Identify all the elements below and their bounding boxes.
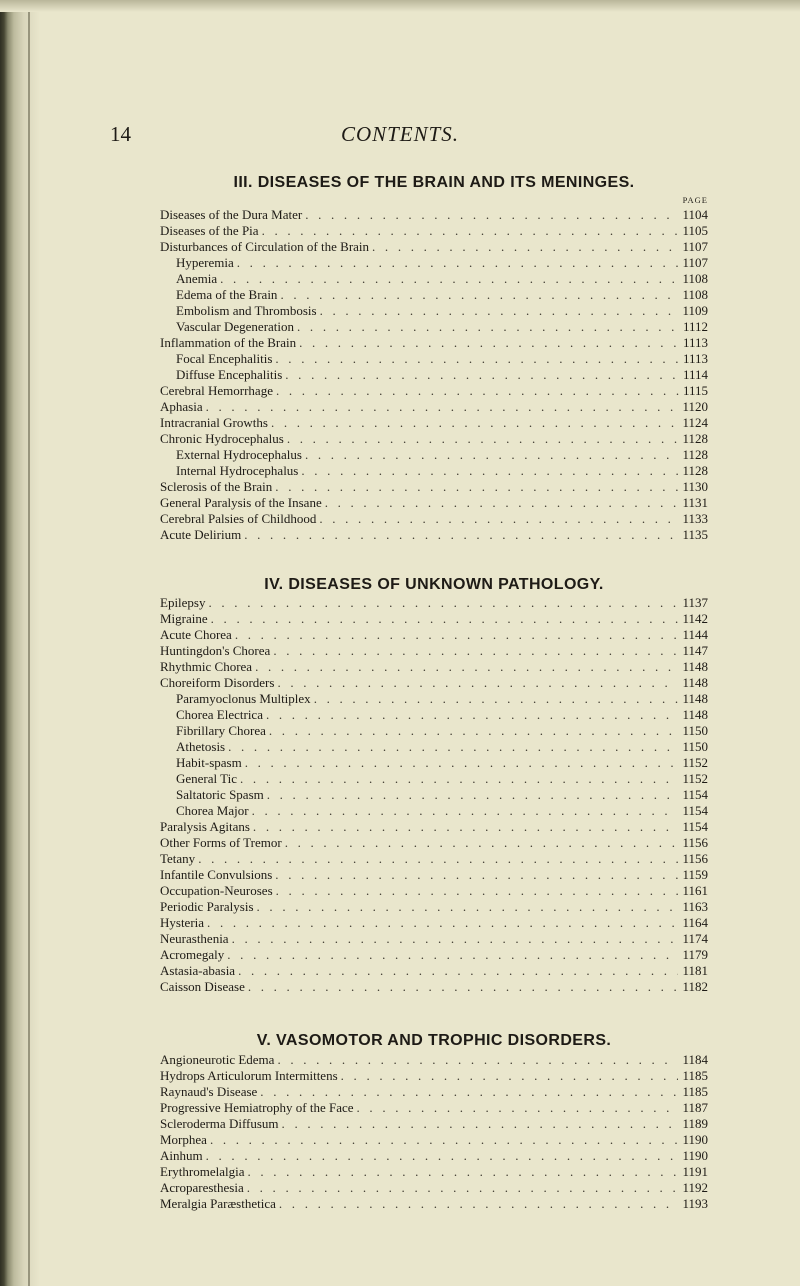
dot-leader xyxy=(285,367,679,383)
dot-leader xyxy=(206,1148,679,1164)
toc-entry xyxy=(160,1116,708,1132)
entry-page-number: 1130 xyxy=(682,479,708,494)
entry-list xyxy=(160,595,708,995)
dot-leader xyxy=(238,963,678,979)
toc-entry xyxy=(160,335,708,351)
toc-entry xyxy=(160,627,708,643)
dot-leader xyxy=(220,271,678,287)
entry-page-number: 1150 xyxy=(682,723,708,738)
entry-title: Saltatoric Spasm xyxy=(176,787,264,802)
dot-leader xyxy=(305,207,678,223)
dot-leader xyxy=(235,627,679,643)
toc-entry xyxy=(160,899,708,915)
entry-title: Paramyoclonus Multiplex xyxy=(176,691,311,706)
entry-title: Periodic Paralysis xyxy=(160,899,254,914)
entry-title: Sclerosis of the Brain xyxy=(160,479,273,494)
entry-page-number: 1174 xyxy=(682,931,708,946)
entry-page-number: 1163 xyxy=(682,899,708,914)
entry-page-number: 1185 xyxy=(682,1068,708,1083)
entry-page-number: 1113 xyxy=(682,351,708,366)
section-title: III. DISEASES OF THE BRAIN AND ITS MENINGES. xyxy=(233,174,635,191)
dot-leader xyxy=(299,335,679,351)
page-header xyxy=(0,122,800,152)
toc-entry xyxy=(160,803,708,819)
entry-page-number: 1131 xyxy=(682,495,708,510)
dot-leader xyxy=(247,1164,678,1180)
entry-title: Cerebral Palsies of Childhood xyxy=(160,511,317,526)
running-title: CONTENTS. xyxy=(340,122,460,146)
dot-leader xyxy=(273,643,678,659)
entry-title: Aphasia xyxy=(160,399,203,414)
entry-page-number: 1148 xyxy=(682,675,708,690)
entry-title: Anemia xyxy=(176,271,218,286)
entry-page-number: 1115 xyxy=(682,383,708,398)
entry-page-number: 1164 xyxy=(682,915,708,930)
entry-list xyxy=(160,207,708,543)
toc-entry xyxy=(160,447,708,463)
entry-page-number: 1107 xyxy=(682,239,708,254)
toc-entry xyxy=(160,595,708,611)
dot-leader xyxy=(297,319,679,335)
dot-leader xyxy=(207,915,678,931)
dot-leader xyxy=(244,527,678,543)
entry-title: Migraine xyxy=(160,611,208,626)
entry-title: Embolism and Thrombosis xyxy=(176,303,317,318)
toc-entry xyxy=(160,755,708,771)
entry-page-number: 1128 xyxy=(682,431,708,446)
dot-leader xyxy=(275,479,678,495)
entry-page-number: 1156 xyxy=(682,835,708,850)
entry-page-number: 1152 xyxy=(682,771,708,786)
toc-entry xyxy=(160,367,708,383)
toc-entry xyxy=(160,1132,708,1148)
page-number: 14 xyxy=(110,122,131,146)
dot-leader xyxy=(319,511,678,527)
entry-title: Chorea Major xyxy=(176,803,249,818)
entry-page-number: 1187 xyxy=(682,1100,708,1115)
entry-title: Erythromelalgia xyxy=(160,1164,245,1179)
entry-title: Scleroderma Diffusum xyxy=(160,1116,279,1131)
entry-title: Inflammation of the Brain xyxy=(160,335,297,350)
dot-leader xyxy=(266,707,678,723)
entry-page-number: 1133 xyxy=(682,511,708,526)
toc-entry xyxy=(160,223,708,239)
toc-entry xyxy=(160,851,708,867)
dot-leader xyxy=(210,1132,679,1148)
toc-entry xyxy=(160,611,708,627)
entry-title: Progressive Hemiatrophy of the Face xyxy=(160,1100,354,1115)
entry-title: Acromegaly xyxy=(160,947,225,962)
dot-leader xyxy=(277,1052,678,1068)
entry-title: Acute Delirium xyxy=(160,527,242,542)
dot-leader xyxy=(262,223,679,239)
dot-leader xyxy=(325,495,679,511)
toc-entry xyxy=(160,931,708,947)
toc-entry xyxy=(160,787,708,803)
entry-title: Epilepsy xyxy=(160,595,206,610)
toc-entry xyxy=(160,1100,708,1116)
entry-page-number: 1148 xyxy=(682,659,708,674)
entry-list xyxy=(160,1052,708,1212)
entry-title: Fibrillary Chorea xyxy=(176,723,266,738)
entry-title: Acute Chorea xyxy=(160,627,232,642)
entry-title: Hysteria xyxy=(160,915,205,930)
entry-page-number: 1137 xyxy=(682,595,708,610)
entry-page-number: 1154 xyxy=(682,819,708,834)
entry-page-number: 1104 xyxy=(682,207,708,222)
toc-entry xyxy=(160,1084,708,1100)
page-column-label: PAGE xyxy=(682,195,708,205)
dot-leader xyxy=(320,303,679,319)
entry-page-number: 1150 xyxy=(682,739,708,754)
toc-entry xyxy=(160,883,708,899)
toc-entry xyxy=(160,1068,708,1084)
entry-title: Morphea xyxy=(160,1132,207,1147)
toc-entry xyxy=(160,1196,708,1212)
entry-title: Focal Encephalitis xyxy=(176,351,273,366)
entry-title: Ainhum xyxy=(160,1148,203,1163)
dot-leader xyxy=(372,239,678,255)
entry-title: Astasia-abasia xyxy=(160,963,236,978)
entry-title: Vascular Degeneration xyxy=(176,319,295,334)
section-title: V. VASOMOTOR AND TROPHIC DISORDERS. xyxy=(256,1032,612,1049)
entry-title: Internal Hydrocephalus xyxy=(176,463,299,478)
dot-leader xyxy=(257,899,679,915)
entry-title: Athetosis xyxy=(176,739,226,754)
dot-leader xyxy=(227,947,678,963)
toc-entry xyxy=(160,351,708,367)
entry-page-number: 1152 xyxy=(682,755,708,770)
dot-leader xyxy=(240,771,678,787)
entry-page-number: 1184 xyxy=(682,1052,708,1067)
entry-title: Choreiform Disorders xyxy=(160,675,275,690)
toc-entry xyxy=(160,431,708,447)
toc-section-3 xyxy=(160,172,708,543)
dot-leader xyxy=(271,415,679,431)
toc-entry xyxy=(160,947,708,963)
entry-page-number: 1107 xyxy=(682,255,708,270)
entry-page-number: 1105 xyxy=(682,223,708,238)
entry-page-number: 1161 xyxy=(682,883,708,898)
entry-page-number: 1124 xyxy=(682,415,708,430)
dot-leader xyxy=(305,447,678,463)
entry-title: Raynaud's Disease xyxy=(160,1084,258,1099)
entry-title: Other Forms of Tremor xyxy=(160,835,282,850)
dot-leader xyxy=(232,931,679,947)
entry-page-number: 1159 xyxy=(682,867,708,882)
page-top-shadow xyxy=(0,0,800,12)
dot-leader xyxy=(253,819,679,835)
dot-leader xyxy=(277,675,678,691)
toc-entry xyxy=(160,659,708,675)
toc-entry xyxy=(160,1052,708,1068)
dot-leader xyxy=(247,1180,679,1196)
entry-title: Habit-spasm xyxy=(176,755,242,770)
entry-title: Edema of the Brain xyxy=(176,287,278,302)
entry-title: Rhythmic Chorea xyxy=(160,659,253,674)
toc-entry xyxy=(160,867,708,883)
dot-leader xyxy=(260,1084,678,1100)
toc-entry xyxy=(160,511,708,527)
toc-entry xyxy=(160,771,708,787)
dot-leader xyxy=(245,755,679,771)
entry-page-number: 1191 xyxy=(682,1164,708,1179)
entry-title: Chronic Hydrocephalus xyxy=(160,431,284,446)
toc-entry xyxy=(160,415,708,431)
entry-page-number: 1192 xyxy=(682,1180,708,1195)
toc-entry xyxy=(160,207,708,223)
toc-entry xyxy=(160,303,708,319)
entry-title: External Hydrocephalus xyxy=(176,447,302,462)
toc-entry xyxy=(160,691,708,707)
toc-entry xyxy=(160,255,708,271)
entry-page-number: 1189 xyxy=(682,1116,708,1131)
entry-title: Angioneurotic Edema xyxy=(160,1052,275,1067)
entry-title: Infantile Convulsions xyxy=(160,867,273,882)
entry-title: Hydrops Articulorum Intermittens xyxy=(160,1068,338,1083)
dot-leader xyxy=(252,803,679,819)
entry-title: Meralgia Paræsthetica xyxy=(160,1196,276,1211)
entry-page-number: 1156 xyxy=(682,851,708,866)
toc-entry xyxy=(160,739,708,755)
dot-leader xyxy=(280,287,678,303)
entry-title: General Paralysis of the Insane xyxy=(160,495,322,510)
entry-title: Hyperemia xyxy=(176,255,234,270)
dot-leader xyxy=(314,691,679,707)
entry-title: Acroparesthesia xyxy=(160,1180,244,1195)
toc-section-5 xyxy=(160,1030,708,1212)
entry-page-number: 1128 xyxy=(682,463,708,478)
toc-entry xyxy=(160,723,708,739)
entry-page-number: 1182 xyxy=(682,979,708,994)
dot-leader xyxy=(198,851,678,867)
toc-entry xyxy=(160,1148,708,1164)
dot-leader xyxy=(209,595,679,611)
entry-page-number: 1181 xyxy=(682,963,708,978)
dot-leader xyxy=(279,1196,679,1212)
dot-leader xyxy=(255,659,678,675)
dot-leader xyxy=(287,431,679,447)
toc-entry xyxy=(160,383,708,399)
entry-title: Disturbances of Circulation of the Brain xyxy=(160,239,370,254)
section-title: IV. DISEASES OF UNKNOWN PATHOLOGY. xyxy=(264,576,604,593)
entry-page-number: 1112 xyxy=(682,319,708,334)
entry-title: Tetany xyxy=(160,851,196,866)
dot-leader xyxy=(276,383,679,399)
entry-page-number: 1185 xyxy=(682,1084,708,1099)
entry-page-number: 1179 xyxy=(682,947,708,962)
dot-leader xyxy=(206,399,679,415)
entry-title: General Tic xyxy=(176,771,238,786)
entry-page-number: 1148 xyxy=(682,691,708,706)
entry-page-number: 1154 xyxy=(682,787,708,802)
toc-entry xyxy=(160,239,708,255)
entry-title: Neurasthenia xyxy=(160,931,229,946)
dot-leader xyxy=(285,835,679,851)
toc-entry xyxy=(160,819,708,835)
toc-entry xyxy=(160,643,708,659)
entry-page-number: 1154 xyxy=(682,803,708,818)
entry-page-number: 1142 xyxy=(682,611,708,626)
entry-page-number: 1109 xyxy=(682,303,708,318)
entry-page-number: 1120 xyxy=(682,399,708,414)
toc-entry xyxy=(160,675,708,691)
toc-entry xyxy=(160,463,708,479)
toc-content xyxy=(160,172,708,1212)
entry-title: Huntingdon's Chorea xyxy=(160,643,271,658)
dot-leader xyxy=(275,867,678,883)
toc-entry xyxy=(160,399,708,415)
entry-title: Diseases of the Pia xyxy=(160,223,259,238)
entry-page-number: 1193 xyxy=(682,1196,708,1211)
toc-entry xyxy=(160,835,708,851)
entry-page-number: 1144 xyxy=(682,627,708,642)
entry-page-number: 1190 xyxy=(682,1132,708,1147)
entry-page-number: 1108 xyxy=(682,287,708,302)
toc-entry xyxy=(160,707,708,723)
entry-page-number: 1190 xyxy=(682,1148,708,1163)
binding-line xyxy=(28,0,30,1286)
dot-leader xyxy=(341,1068,679,1084)
dot-leader xyxy=(211,611,679,627)
entry-page-number: 1147 xyxy=(682,643,708,658)
dot-leader xyxy=(357,1100,679,1116)
dot-leader xyxy=(282,1116,679,1132)
entry-title: Occupation-Neuroses xyxy=(160,883,273,898)
toc-entry xyxy=(160,271,708,287)
dot-leader xyxy=(276,883,679,899)
entry-title: Intracranial Growths xyxy=(160,415,268,430)
entry-title: Chorea Electrica xyxy=(176,707,263,722)
entry-page-number: 1114 xyxy=(682,367,708,382)
dot-leader xyxy=(237,255,679,271)
entry-title: Caisson Disease xyxy=(160,979,245,994)
dot-leader xyxy=(248,979,679,995)
toc-entry xyxy=(160,479,708,495)
toc-entry xyxy=(160,287,708,303)
dot-leader xyxy=(228,739,678,755)
entry-page-number: 1108 xyxy=(682,271,708,286)
entry-page-number: 1113 xyxy=(682,335,708,350)
entry-page-number: 1128 xyxy=(682,447,708,462)
entry-title: Paralysis Agitans xyxy=(160,819,250,834)
toc-entry xyxy=(160,527,708,543)
toc-entry xyxy=(160,495,708,511)
toc-entry xyxy=(160,1180,708,1196)
toc-entry xyxy=(160,1164,708,1180)
entry-page-number: 1135 xyxy=(682,527,708,542)
toc-entry xyxy=(160,963,708,979)
book-binding-edge xyxy=(0,0,40,1286)
entry-title: Diseases of the Dura Mater xyxy=(160,207,303,222)
entry-title: Cerebral Hemorrhage xyxy=(160,383,273,398)
toc-section-4 xyxy=(160,574,708,995)
dot-leader xyxy=(301,463,678,479)
toc-entry xyxy=(160,979,708,995)
dot-leader xyxy=(269,723,679,739)
toc-entry xyxy=(160,915,708,931)
dot-leader xyxy=(267,787,679,803)
entry-title: Diffuse Encephalitis xyxy=(176,367,283,382)
toc-entry xyxy=(160,319,708,335)
entry-page-number: 1148 xyxy=(682,707,708,722)
dot-leader xyxy=(275,351,679,367)
